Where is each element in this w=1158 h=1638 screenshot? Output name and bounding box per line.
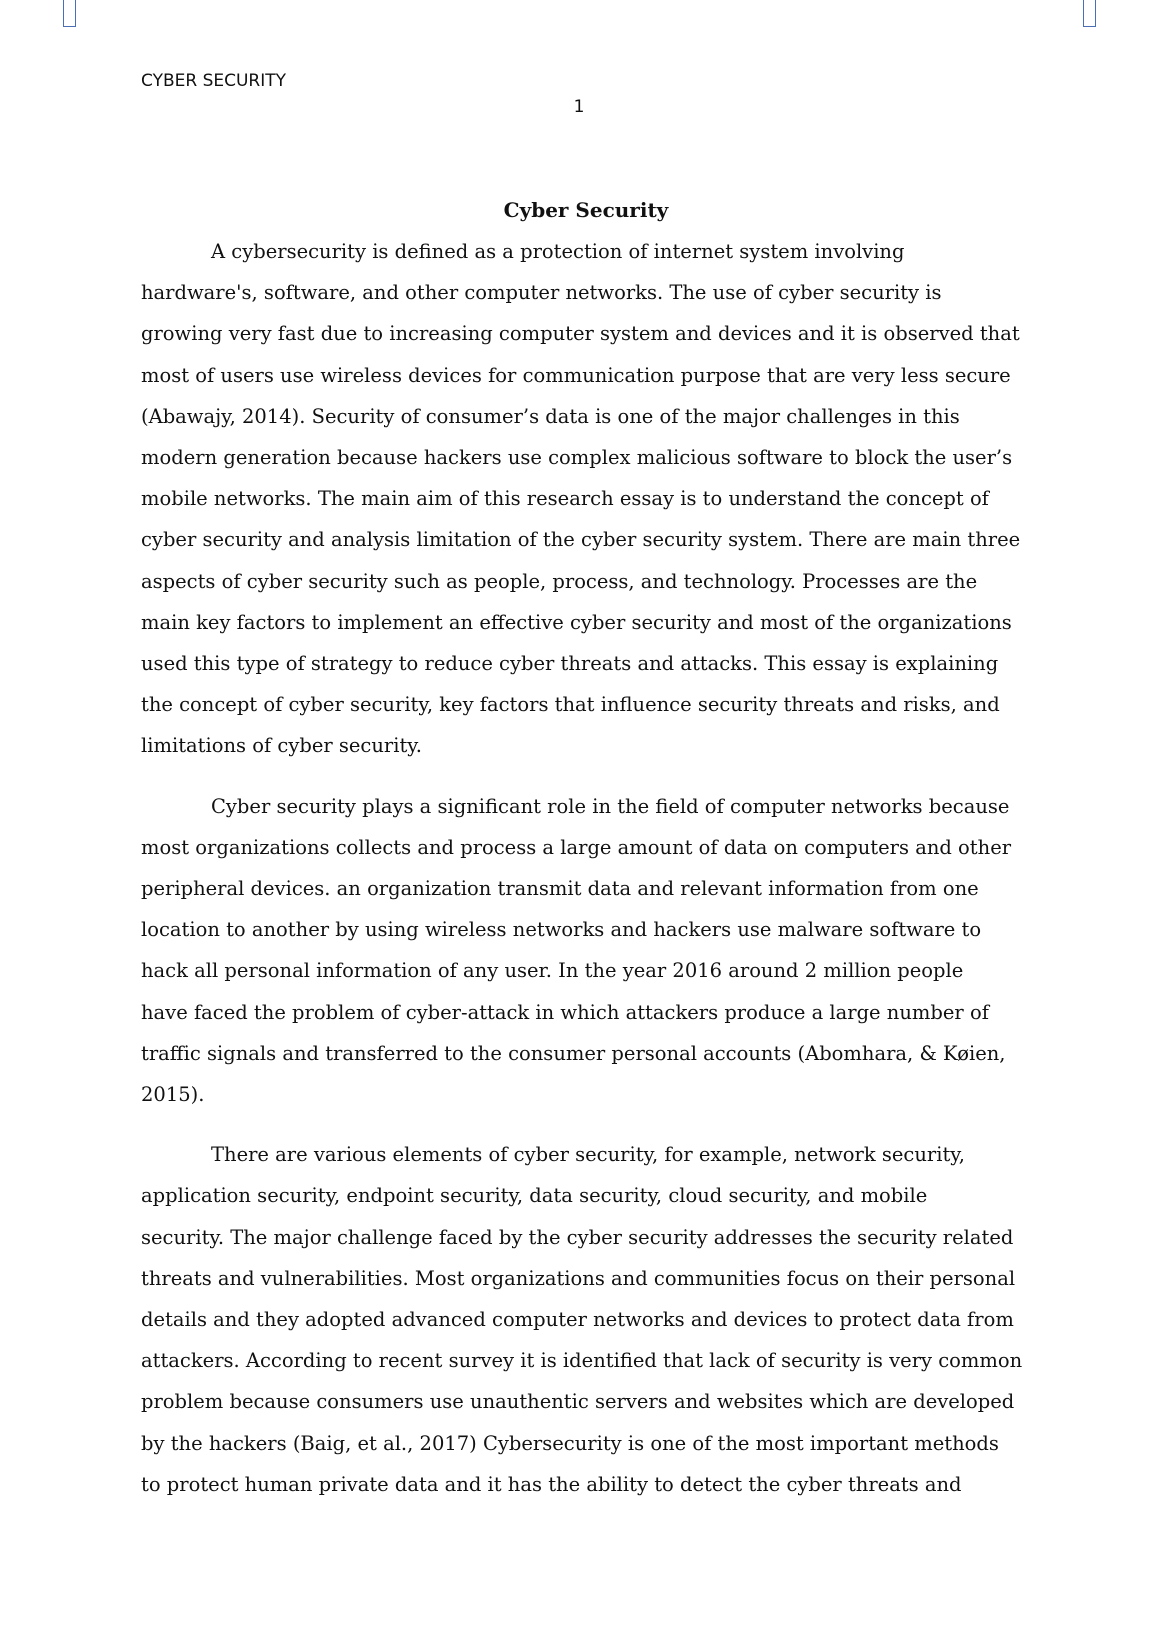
running-head: CYBER SECURITY — [141, 71, 287, 91]
paragraph-1 — [141, 231, 1031, 767]
paragraph-line: security. The major challenge faced by the cyber security addresses the security related — [141, 1225, 1014, 1249]
paragraph-line: modern generation because hackers use complex malicious software to block the user’s — [141, 446, 1013, 470]
paragraph-line: hardware's, software, and other computer networks. The use of cyber security is — [141, 281, 942, 305]
paragraph-line: threats and vulnerabilities. Most organizations and communities focus on their personal — [141, 1266, 1016, 1290]
paragraph-line: attackers. According to recent survey it is identified that lack of security is very common — [141, 1349, 1023, 1373]
document-title: Cyber Security — [503, 198, 669, 222]
paragraph-line: There are various elements of cyber security, for example, network security, — [211, 1143, 965, 1167]
paragraph-line: the concept of cyber security, key factors that influence security threats and risks, and — [141, 693, 1000, 717]
paragraph-line: application security, endpoint security, data security, cloud security, and mobile — [141, 1184, 928, 1208]
paragraph-line: traffic signals and transferred to the consumer personal accounts (Abomhara, & Køien, — [141, 1041, 1006, 1065]
paragraph-line: hack all personal information of any user. In the year 2016 around 2 million people — [141, 959, 964, 983]
paragraph-2 — [141, 786, 1031, 1116]
paragraph-line: have faced the problem of cyber-attack in which attackers produce a large number of — [141, 1000, 989, 1024]
paragraph-line: limitations of cyber security. — [141, 734, 422, 758]
paragraph-line: main key factors to implement an effective cyber security and most of the organizations — [141, 610, 1012, 634]
crop-mark-right-icon — [1083, 0, 1096, 27]
paragraph-line: details and they adopted advanced computer networks and devices to protect data from — [141, 1308, 1014, 1332]
paragraph-line: (Abawajy, 2014). Security of consumer’s data is one of the major challenges in this — [141, 404, 960, 428]
paragraph-line: 2015). — [141, 1083, 205, 1107]
paragraph-line: aspects of cyber security such as people, process, and technology. Processes are the — [141, 569, 978, 593]
paragraph-line: to protect human private data and it has the ability to detect the cyber threats and — [141, 1472, 962, 1496]
page-number: 1 — [573, 97, 585, 117]
paragraph-line: peripheral devices. an organization transmit data and relevant information from one — [141, 877, 979, 901]
document-body — [141, 190, 1031, 1505]
paragraph-line: mobile networks. The main aim of this research essay is to understand the concept of — [141, 487, 989, 511]
paragraph-line: by the hackers (Baig, et al., 2017) Cybersecurity is one of the most important methods — [141, 1431, 999, 1455]
paragraph-line: cyber security and analysis limitation of the cyber security system. There are main three — [141, 528, 1021, 552]
paragraph-3 — [141, 1134, 1031, 1505]
paragraph-line: used this type of strategy to reduce cyber threats and attacks. This essay is explaining — [141, 652, 999, 676]
paragraph-line: location to another by using wireless networks and hackers use malware software to — [141, 918, 982, 942]
paragraph-line: most of users use wireless devices for communication purpose that are very less secure — [141, 363, 1011, 387]
paragraph-line: growing very fast due to increasing computer system and devices and it is observed that — [141, 322, 1020, 346]
paragraph-line: A cybersecurity is defined as a protection of internet system involving — [211, 240, 905, 263]
paragraph-line: most organizations collects and process a large amount of data on computers and other — [141, 835, 1012, 859]
paragraph-line: Cyber security plays a significant role in the field of computer networks because — [211, 794, 1010, 818]
paragraph-line: problem because consumers use unauthentic servers and websites which are developed — [141, 1390, 1015, 1414]
crop-mark-left-icon — [63, 0, 76, 27]
